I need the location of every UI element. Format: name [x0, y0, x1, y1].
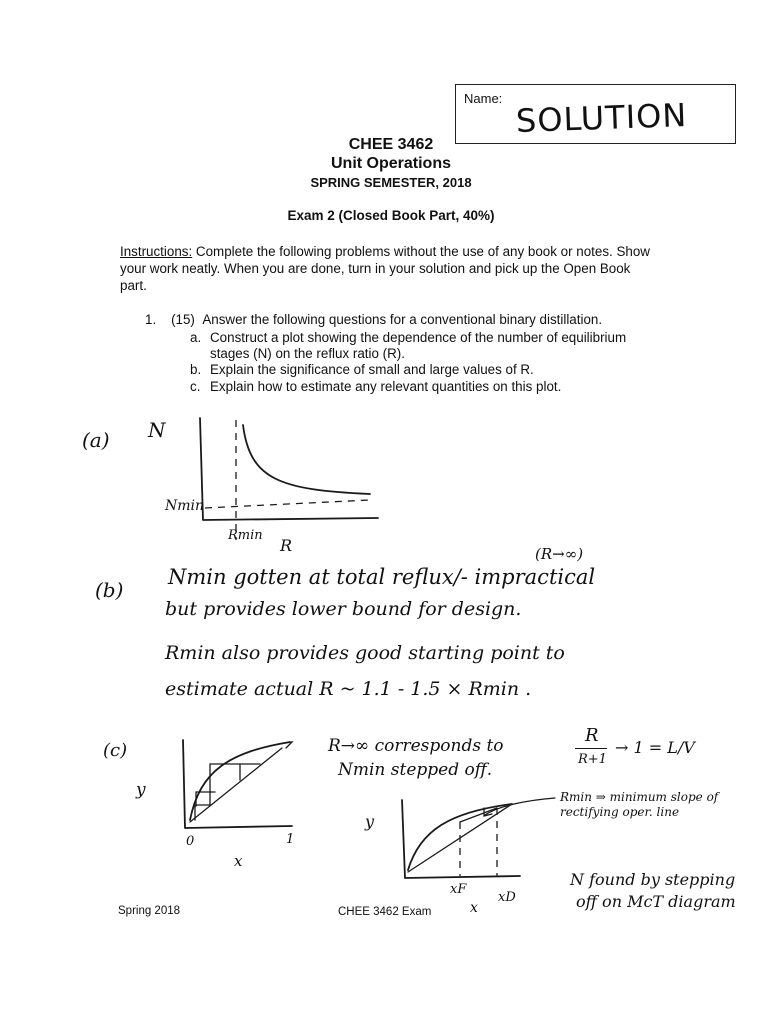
fraction-numerator: R [585, 725, 599, 746]
answer-b-line2: but provides lower bound for design. [165, 598, 522, 620]
plot1-tick-1: 1 [286, 832, 295, 847]
answer-c-note1b: Nmin stepped off. [338, 760, 493, 780]
question-points: (15) [171, 312, 195, 327]
answer-b-line3: Rmin also provides good starting point to [165, 642, 565, 664]
plot1-arrow [284, 742, 292, 748]
plot-total-reflux [183, 740, 292, 828]
exam-title: Exam 2 (Closed Book Part, 40%) [287, 208, 495, 223]
course-subject: Unit Operations [330, 155, 451, 172]
answer-b-line4: estimate actual R ~ 1.1 - 1.5 × Rmin . [165, 678, 532, 700]
answer-c-note1a: R→∞ corresponds to [328, 736, 504, 756]
footer-center: CHEE 3462 Exam [338, 906, 432, 918]
part-text: Construct a plot showing the dependence of the number of equilibrium stages (N) on the reflux ratio (R). [210, 330, 627, 361]
question-prompt: Answer the following questions for a conventional binary distillation. [202, 312, 603, 327]
part-letter: c. [190, 379, 201, 394]
plot-a-x-label: R [280, 536, 293, 555]
instructions-text: Complete the following problems without the use of any book or notes. Show your work neatly. When you are done, turn in your solution and pick up the Open Book part. [120, 244, 650, 293]
plot-a-y-label: N [148, 418, 166, 442]
question-number: 1. [145, 312, 157, 327]
rmin-note: Rmin ⇒ minimum slope of rectifying oper. line [560, 790, 719, 819]
name-label: Name: [464, 91, 503, 106]
plot-a-nmin-label: Nmin [165, 498, 205, 514]
answer-b-label: (b) [95, 578, 124, 602]
plot2-y-label: y [365, 812, 375, 831]
footer-left: Spring 2018 [118, 905, 181, 917]
n-note-line1: N found by stepping [570, 870, 736, 889]
plot2-xf-label: xF [450, 882, 467, 897]
plot-a-curve [243, 425, 370, 494]
n-note-line2: off on McT diagram [576, 892, 736, 911]
fraction-denominator: R+1 [578, 752, 607, 767]
plot2-x-label: x [470, 900, 478, 916]
part-letter: a. [190, 330, 202, 345]
plot-a-rmin-label: Rmin [228, 528, 263, 543]
part-text: Explain how to estimate any relevant quantities on this plot. [210, 379, 562, 394]
plot-min-reflux [402, 798, 555, 878]
plot-n-vs-r [200, 418, 378, 540]
fraction-rhs: → 1 = L/V [615, 738, 695, 757]
plot1-tick-0: 0 [186, 834, 195, 849]
plot-a-axes [200, 418, 378, 520]
part-text: Explain the significance of small and large values of R. [210, 362, 534, 377]
plot-a-nmin-line [205, 500, 370, 508]
plot2-axes [402, 800, 520, 878]
name-value: SOLUTION [515, 96, 688, 140]
answer-c-label: (c) [103, 740, 128, 761]
plot2-xd-label: xD [498, 890, 516, 905]
semester: SPRING SEMESTER, 2018 [310, 175, 472, 190]
plot1-y-label: y [136, 780, 146, 800]
instructions-label: Instructions: [120, 244, 193, 259]
part-letter: b. [190, 362, 202, 377]
plot1-x-label: x [234, 852, 243, 870]
fraction-bar [575, 748, 607, 749]
answer-b-line1: Nmin gotten at total reflux/- impractical [168, 565, 596, 589]
course-number: CHEE 3462 [348, 136, 434, 153]
answer-a-label: (a) [82, 428, 110, 452]
answer-b-annotation: (R→∞) [535, 545, 584, 563]
